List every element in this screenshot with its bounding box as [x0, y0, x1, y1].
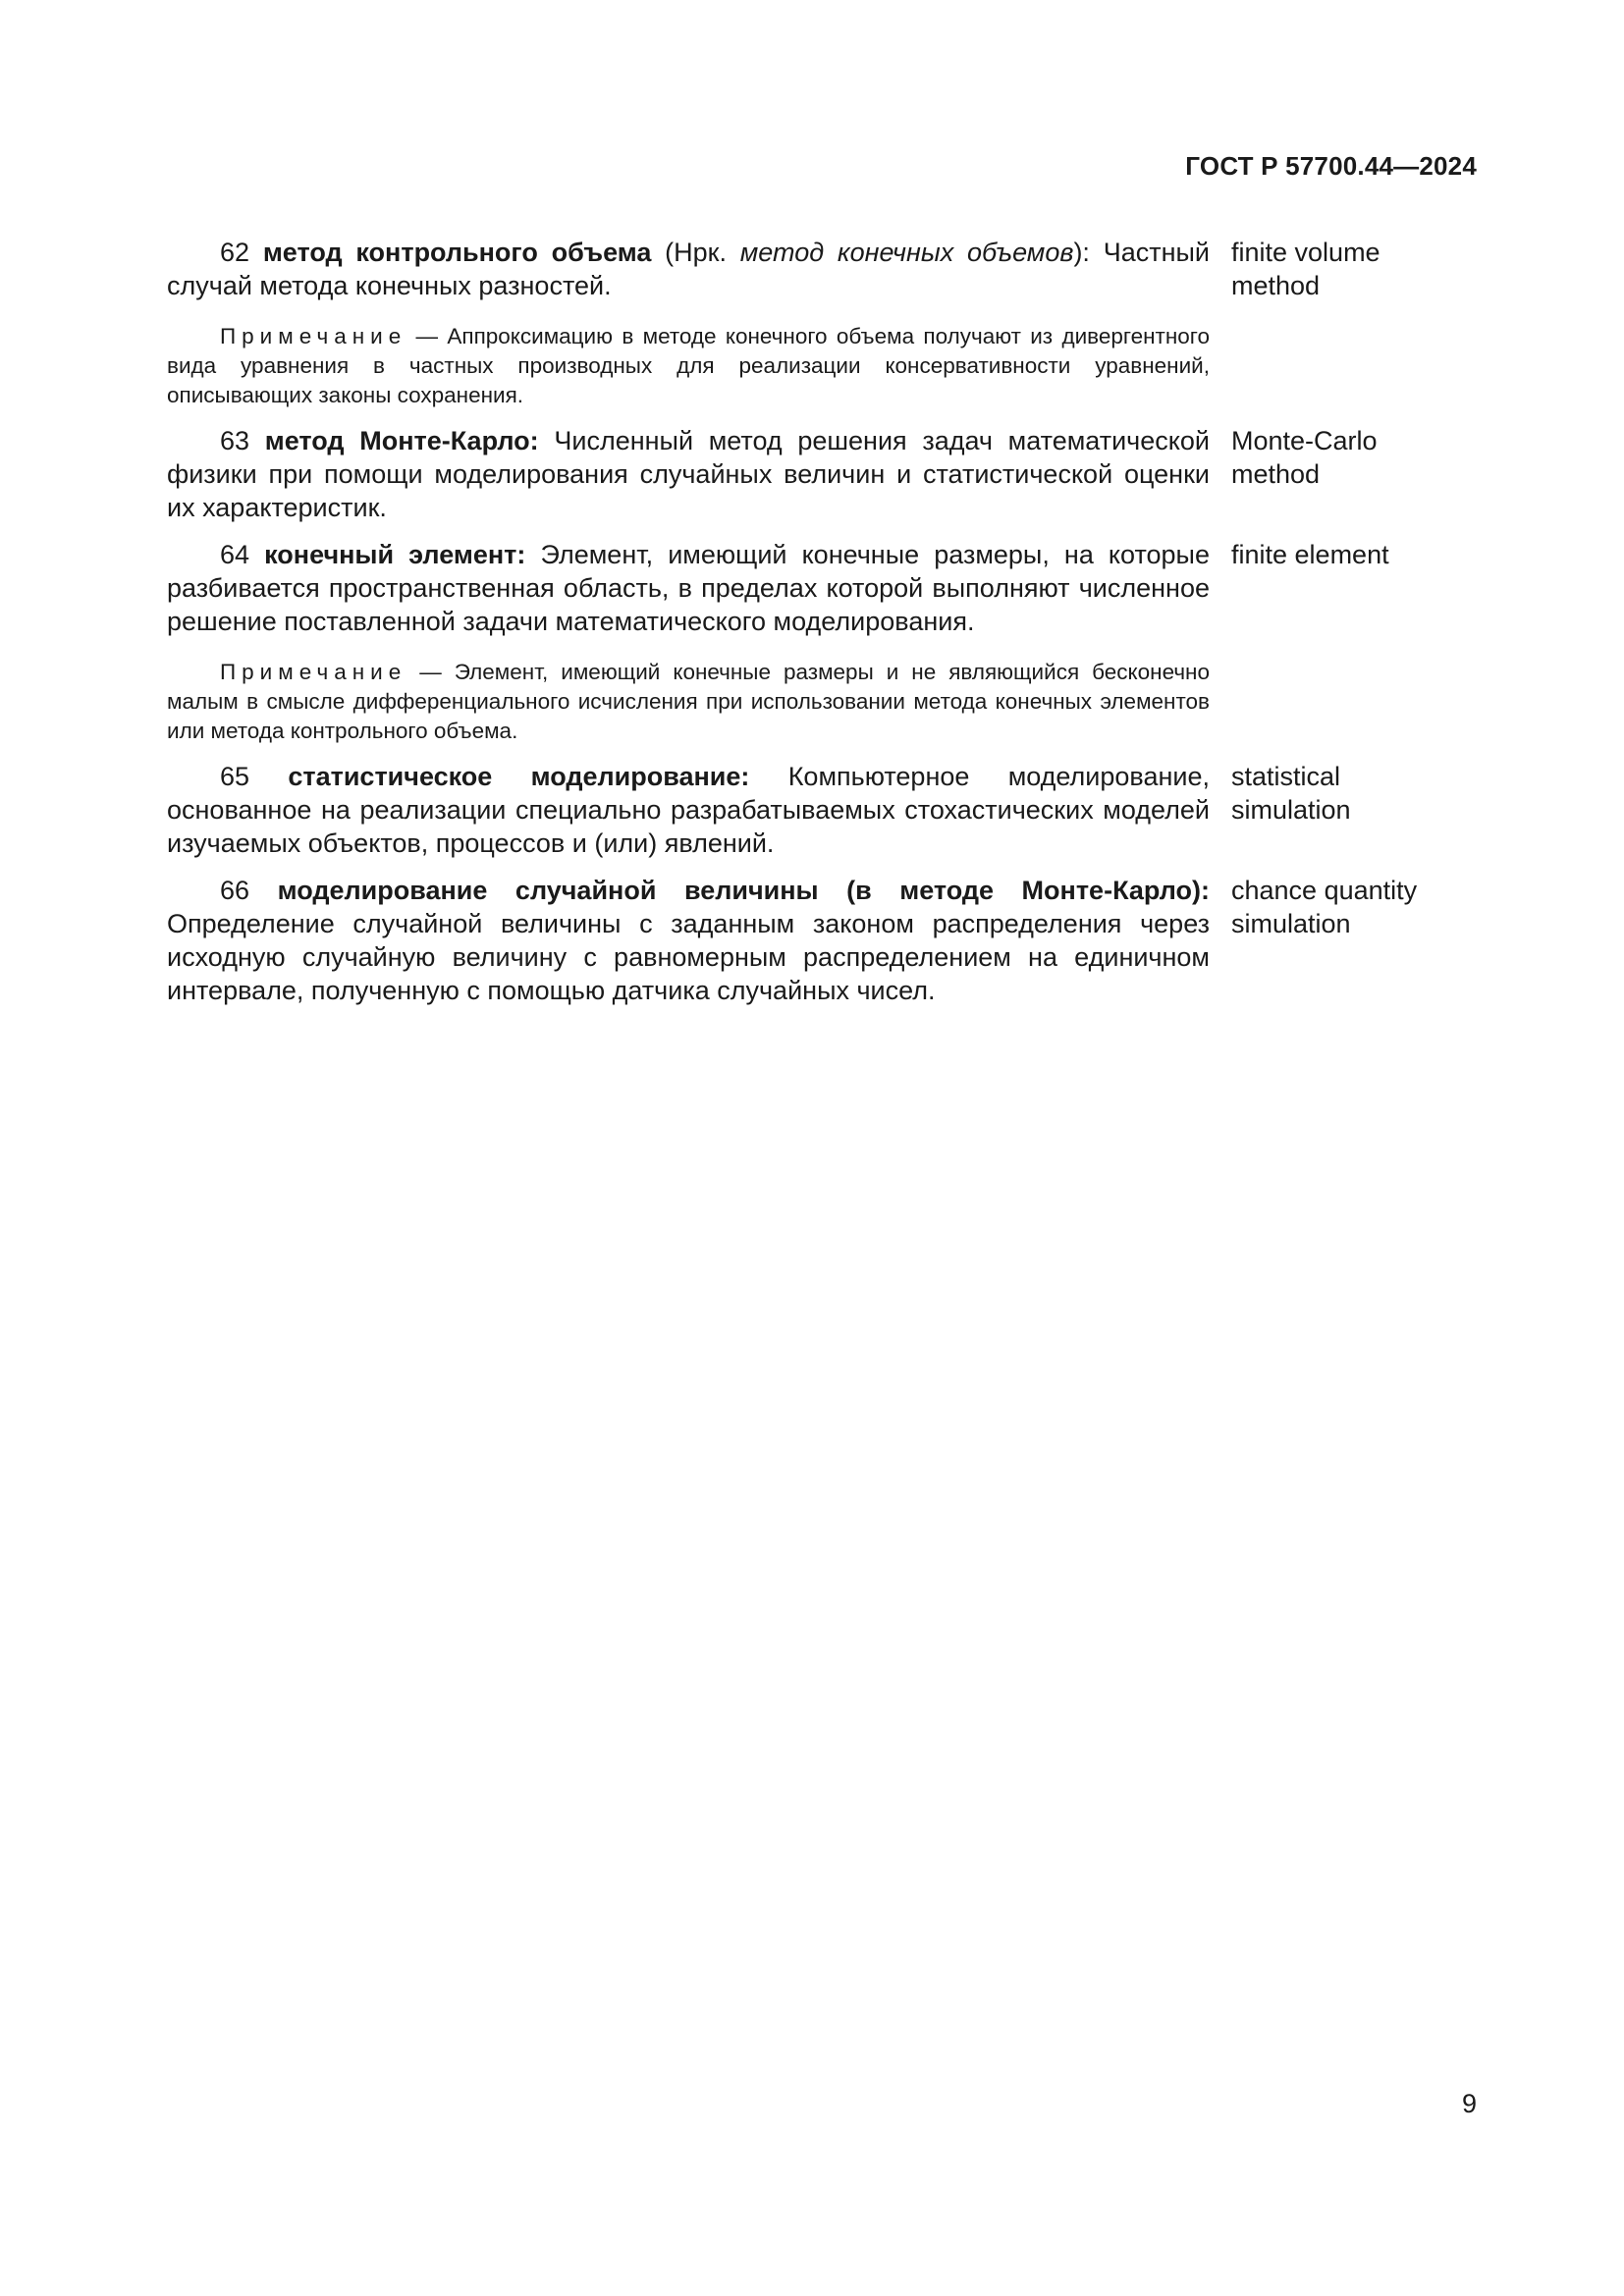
alt-close: ): — [1073, 238, 1104, 267]
term-entry-62 — [167, 236, 1483, 302]
term-number: 63 — [220, 426, 250, 455]
term-definition — [167, 424, 1210, 524]
term-definition — [167, 236, 1210, 302]
term-definition — [167, 760, 1210, 860]
term-number: 65 — [220, 762, 250, 791]
english-equivalent: Monte-Carlo method — [1231, 426, 1378, 489]
definition-text: Частный случай метода конечных разностей. — [167, 238, 1210, 300]
note-label: Примечание — [220, 324, 407, 348]
term-name: статистическое моделирование: — [288, 762, 750, 791]
english-equivalent: chance quantity simulation — [1231, 876, 1418, 938]
term-name: моделирование случайной величины (в методе Монте-Карло): — [277, 876, 1210, 905]
document-code: ГОСТ Р 57700.44—2024 — [1185, 151, 1477, 181]
page-number: 9 — [1461, 2089, 1477, 2118]
term-name: метод контрольного объема — [262, 238, 652, 267]
note-text: — Элемент, имеющий конечные размеры и не являющийся бесконечно малым в смысле дифференциального исчисления при использовании метода конечных элементов или метода контрольного объема. — [167, 660, 1210, 743]
term-definition — [167, 538, 1210, 638]
definition-text: Компьютерное моделирование, основанное на реализации специально разрабатываемых стохастических моделей изучаемых объектов, процессов и (или) явлений. — [167, 762, 1210, 858]
term-name: метод Монте-Карло: — [264, 426, 539, 455]
term-entry-65 — [167, 760, 1483, 860]
term-name: конечный элемент: — [264, 540, 526, 569]
term-definition — [167, 874, 1210, 1007]
term-number: 64 — [220, 540, 250, 569]
definition-text: Численный метод решения задач математической физики при помощи моделирования случайных величин и статистической оценки их характеристик. — [167, 426, 1210, 522]
english-equivalent: finite element — [1231, 540, 1389, 569]
term-entry-63 — [167, 424, 1483, 524]
english-equivalent: finite volume method — [1231, 238, 1380, 300]
term-number: 62 — [220, 238, 250, 267]
alt-term: метод конечных объемов — [739, 238, 1074, 267]
note-64 — [167, 658, 1210, 746]
term-entry-64 — [167, 538, 1483, 638]
definition-text: Элемент, имеющий конечные размеры, на которые разбивается пространственная область, в пределах которой выполняют численное решение поставленной задачи математического моделирования. — [167, 540, 1210, 636]
term-entry-66 — [167, 874, 1483, 1007]
term-number: 66 — [220, 876, 250, 905]
english-equivalent: statistical simulation — [1231, 762, 1351, 825]
note-62 — [167, 322, 1210, 410]
definition-text: Определение случайной величины с заданным законом распределения через исходную случайную величину с равномерным распределением на единичном интервале, полученную с помощью датчика случайных чисел. — [167, 909, 1210, 1005]
alt-open: (Нрк. — [651, 238, 740, 267]
terms-list — [167, 236, 1483, 1007]
note-label: Примечание — [220, 660, 407, 684]
note-text: — Аппроксимацию в методе конечного объема получают из дивергентного вида уравнения в частных производных для реализации консервативности уравнений, описывающих законы сохранения. — [167, 324, 1210, 407]
